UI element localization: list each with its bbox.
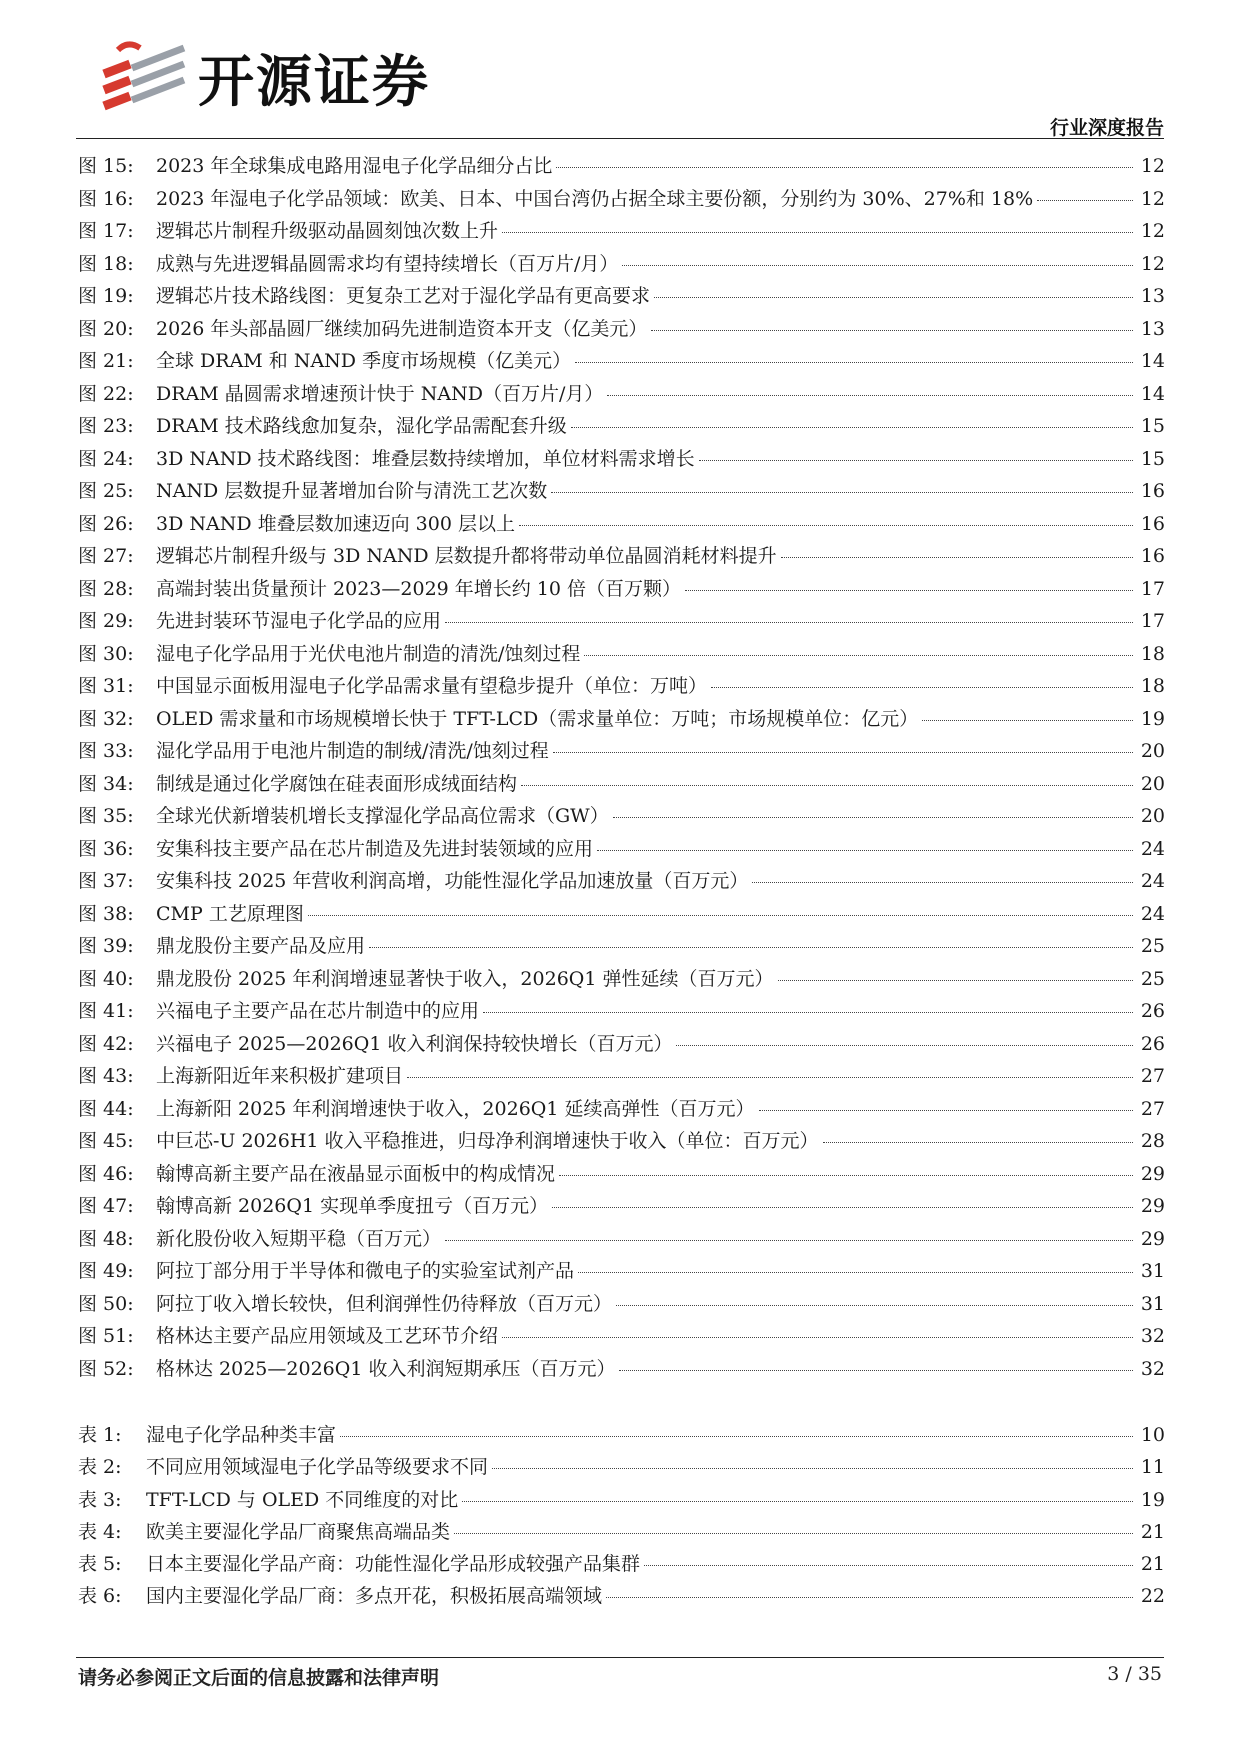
dot-leader: [551, 492, 1133, 493]
entry-number: 图 20:: [78, 317, 134, 340]
figure-toc-entry[interactable]: [78, 574, 1165, 607]
dot-leader: [502, 1337, 1133, 1338]
figure-toc-entry[interactable]: [78, 931, 1165, 964]
figure-toc-entry[interactable]: [78, 411, 1165, 444]
table-toc-entry[interactable]: [78, 1485, 1165, 1517]
entry-number: 图 42:: [78, 1032, 134, 1055]
entry-number: 图 34:: [78, 772, 134, 795]
entry-page-number: 19: [1140, 707, 1165, 730]
dot-leader: [778, 980, 1134, 981]
dot-leader: [308, 915, 1133, 916]
entry-page-number: 25: [1140, 935, 1165, 957]
entry-page-number: 17: [1140, 610, 1165, 632]
entry-title: 兴福电子 2025—2026Q1 收入利润保持较快增长（百万元）: [156, 1032, 673, 1055]
entry-number: 表 6:: [78, 1585, 122, 1608]
entry-page-number: 26: [1140, 1032, 1165, 1055]
entry-title: 2023 年全球集成电路用湿电子化学品细分占比: [156, 155, 553, 177]
entry-page-number: 32: [1140, 1357, 1165, 1380]
entry-title: 鼎龙股份 2025 年利润增速显著快于收入，2026Q1 弹性延续（百万元）: [156, 967, 774, 990]
figure-toc-entry[interactable]: [78, 671, 1165, 704]
entry-number: 图 43:: [78, 1065, 134, 1087]
entry-title: 安集科技主要产品在芯片制造及先进封装领域的应用: [156, 837, 594, 860]
entry-number: 图 39:: [78, 935, 134, 957]
entry-number: 图 17:: [78, 220, 134, 242]
entry-title: DRAM 晶圆需求增速预计快于 NAND（百万片/月）: [156, 382, 604, 405]
dot-leader: [654, 297, 1133, 298]
figure-toc-entry[interactable]: [78, 1256, 1165, 1289]
figure-toc-entry[interactable]: [78, 1094, 1165, 1127]
entry-page-number: 13: [1140, 285, 1165, 307]
figure-toc-entry[interactable]: [78, 996, 1165, 1029]
table-toc-entry[interactable]: [78, 1420, 1165, 1452]
entry-title: 日本主要湿化学品产商：功能性湿化学品形成较强产品集群: [146, 1553, 641, 1576]
dot-leader: [483, 1012, 1133, 1013]
entry-number: 图 31:: [78, 675, 134, 697]
entry-page-number: 14: [1140, 382, 1165, 405]
entry-page-number: 29: [1140, 1227, 1165, 1250]
entry-number: 图 37:: [78, 870, 134, 892]
table-toc-entry[interactable]: [78, 1581, 1165, 1613]
entry-number: 图 26:: [78, 512, 134, 535]
figure-toc-entry[interactable]: [78, 216, 1165, 249]
entry-page-number: 13: [1140, 317, 1165, 340]
entry-number: 图 35:: [78, 805, 134, 827]
entry-title: 2023 年湿电子化学品领域：欧美、日本、中国台湾仍占据全球主要份额，分别约为 30%、27%和 18%: [156, 187, 1034, 210]
dot-leader: [340, 1436, 1133, 1437]
entry-title: 中国显示面板用湿电子化学品需求量有望稳步提升（单位：万吨）: [156, 675, 708, 697]
entry-number: 表 2:: [78, 1456, 122, 1479]
entry-page-number: 27: [1140, 1065, 1165, 1087]
entry-title: 兴福电子主要产品在芯片制造中的应用: [156, 1000, 480, 1022]
dot-leader: [619, 1370, 1133, 1371]
entry-title: 湿电子化学品用于光伏电池片制造的清洗/蚀刻过程: [156, 642, 581, 665]
figure-toc-entry[interactable]: [78, 834, 1165, 867]
figure-toc-entry[interactable]: [78, 249, 1165, 282]
dot-leader: [651, 330, 1133, 331]
entry-number: 图 50:: [78, 1292, 134, 1315]
figure-toc-entry[interactable]: [78, 541, 1165, 574]
entry-number: 表 3:: [78, 1488, 122, 1511]
dot-leader: [616, 1305, 1133, 1306]
entry-page-number: 12: [1140, 187, 1165, 210]
entry-number: 图 21:: [78, 350, 134, 372]
logo-mark-icon: [100, 38, 188, 118]
entry-number: 图 22:: [78, 382, 134, 405]
dot-leader: [502, 232, 1133, 233]
entry-page-number: 14: [1140, 350, 1165, 372]
figure-toc-entry[interactable]: [78, 1191, 1165, 1224]
dot-leader: [676, 1045, 1133, 1046]
entry-number: 图 44:: [78, 1097, 134, 1120]
figure-list: [78, 151, 1165, 1386]
entry-title: 先进封装环节湿电子化学品的应用: [156, 610, 442, 632]
entry-page-number: 12: [1140, 252, 1165, 275]
entry-page-number: 15: [1140, 447, 1165, 470]
figure-toc-entry[interactable]: [78, 801, 1165, 834]
entry-title: 逻辑芯片技术路线图：更复杂工艺对于湿化学品有更高要求: [156, 285, 651, 307]
entry-number: 表 5:: [78, 1553, 122, 1576]
figure-toc-entry[interactable]: [78, 1289, 1165, 1322]
dot-leader: [613, 817, 1133, 818]
table-toc-entry[interactable]: [78, 1549, 1165, 1581]
dot-leader: [607, 395, 1133, 396]
entry-page-number: 29: [1140, 1162, 1165, 1185]
entry-number: 图 45:: [78, 1130, 134, 1152]
entry-title: 逻辑芯片制程升级与 3D NAND 层数提升都将带动单位晶圆消耗材料提升: [156, 545, 777, 567]
figure-toc-entry[interactable]: [78, 314, 1165, 347]
entry-title: 格林达主要产品应用领域及工艺环节介绍: [156, 1325, 499, 1347]
entry-page-number: 31: [1140, 1292, 1165, 1315]
figure-toc-entry[interactable]: [78, 281, 1165, 314]
entry-page-number: 16: [1140, 545, 1165, 567]
figure-toc-entry[interactable]: [78, 769, 1165, 802]
entry-title: 欧美主要湿化学品厂商聚焦高端品类: [146, 1520, 451, 1543]
entry-number: 图 23:: [78, 415, 134, 437]
dot-leader: [462, 1501, 1133, 1502]
header-divider: [76, 138, 1164, 139]
entry-page-number: 16: [1140, 480, 1165, 502]
entry-title: 阿拉丁部分用于半导体和微电子的实验室试剂产品: [156, 1260, 575, 1282]
figure-toc-entry[interactable]: [78, 606, 1165, 639]
figure-toc-entry[interactable]: [78, 1061, 1165, 1094]
entry-title: 3D NAND 堆叠层数加速迈向 300 层以上: [156, 512, 515, 535]
footer-divider: [76, 1657, 1164, 1658]
entry-number: 图 47:: [78, 1195, 134, 1217]
entry-page-number: 20: [1140, 772, 1165, 795]
figure-toc-entry[interactable]: [78, 379, 1165, 412]
entry-page-number: 24: [1140, 837, 1165, 860]
figure-toc-entry[interactable]: [78, 184, 1165, 217]
dot-leader: [575, 362, 1133, 363]
entry-title: 成熟与先进逻辑晶圆需求均有望持续增长（百万片/月）: [156, 252, 619, 275]
entry-title: 安集科技 2025 年营收利润高增，功能性湿化学品加速放量（百万元）: [156, 870, 749, 892]
disclaimer-text: 请务必参阅正文后面的信息披露和法律声明: [78, 1667, 440, 1689]
table-toc-entry[interactable]: [78, 1452, 1165, 1484]
entry-page-number: 20: [1140, 740, 1165, 762]
entry-number: 图 33:: [78, 740, 134, 762]
entry-page-number: 21: [1140, 1520, 1165, 1543]
entry-title: 中巨芯-U 2026H1 收入平稳推进，归母净利润增速快于收入（单位：百万元）: [156, 1130, 819, 1152]
entry-page-number: 18: [1140, 642, 1165, 665]
entry-page-number: 21: [1140, 1553, 1165, 1576]
figure-toc-entry[interactable]: [78, 444, 1165, 477]
entry-page-number: 29: [1140, 1195, 1165, 1217]
dot-leader: [553, 752, 1133, 753]
entry-number: 表 1:: [78, 1424, 122, 1446]
entry-number: 图 38:: [78, 902, 134, 925]
dot-leader: [571, 427, 1133, 428]
entry-page-number: 17: [1140, 577, 1165, 600]
entry-page-number: 19: [1140, 1488, 1165, 1511]
entry-title: 不同应用领域湿电子化学品等级要求不同: [146, 1456, 489, 1479]
entry-number: 图 49:: [78, 1260, 134, 1282]
entry-page-number: 11: [1140, 1456, 1165, 1479]
dot-leader: [922, 720, 1133, 721]
dot-leader: [454, 1533, 1133, 1534]
dot-leader: [578, 1272, 1133, 1273]
entry-page-number: 20: [1140, 805, 1165, 827]
entry-page-number: 31: [1140, 1260, 1165, 1282]
entry-number: 图 48:: [78, 1227, 134, 1250]
figure-toc-entry[interactable]: [78, 736, 1165, 769]
dot-leader: [556, 167, 1133, 168]
report-type-label: 行业深度报告: [1049, 117, 1164, 139]
entry-page-number: 15: [1140, 415, 1165, 437]
entry-page-number: 10: [1140, 1424, 1165, 1446]
dot-leader: [622, 265, 1133, 266]
dot-leader: [407, 1077, 1133, 1078]
entry-title: OLED 需求量和市场规模增长快于 TFT-LCD（需求量单位：万吨；市场规模单位：亿元）: [156, 707, 919, 730]
entry-number: 图 15:: [78, 155, 134, 177]
figure-toc-entry[interactable]: [78, 151, 1165, 184]
entry-page-number: 32: [1140, 1325, 1165, 1347]
figure-toc-entry[interactable]: [78, 346, 1165, 379]
dot-leader: [699, 460, 1133, 461]
dot-leader: [584, 655, 1133, 656]
dot-leader: [492, 1468, 1133, 1469]
entry-title: 3D NAND 技术路线图：堆叠层数持续增加，单位材料需求增长: [156, 447, 695, 470]
entry-page-number: 12: [1140, 220, 1165, 242]
dot-leader: [644, 1565, 1133, 1566]
entry-number: 图 19:: [78, 285, 134, 307]
entry-title: 新化股份收入短期平稳（百万元）: [156, 1227, 442, 1250]
dot-leader: [606, 1597, 1133, 1598]
figure-toc-entry[interactable]: [78, 639, 1165, 672]
entry-number: 图 16:: [78, 187, 134, 210]
page-indicator: 3 / 35: [1107, 1663, 1162, 1685]
dot-leader: [552, 1207, 1133, 1208]
entry-page-number: 27: [1140, 1097, 1165, 1120]
figure-toc-entry[interactable]: [78, 899, 1165, 932]
entry-title: DRAM 技术路线愈加复杂，湿化学品需配套升级: [156, 415, 567, 437]
entry-page-number: 26: [1140, 1000, 1165, 1022]
entry-number: 图 24:: [78, 447, 134, 470]
entry-page-number: 22: [1140, 1585, 1165, 1608]
dot-leader: [559, 1175, 1133, 1176]
figure-toc-entry[interactable]: [78, 1159, 1165, 1192]
entry-title: CMP 工艺原理图: [156, 902, 304, 925]
entry-page-number: 28: [1140, 1130, 1165, 1152]
dot-leader: [752, 882, 1133, 883]
entry-page-number: 18: [1140, 675, 1165, 697]
brand-name: 开源证券: [198, 50, 430, 115]
figure-toc-entry[interactable]: [78, 476, 1165, 509]
entry-number: 图 36:: [78, 837, 134, 860]
table-list: [78, 1420, 1165, 1614]
entry-number: 图 32:: [78, 707, 134, 730]
figure-toc-entry[interactable]: [78, 704, 1165, 737]
dot-leader: [823, 1142, 1133, 1143]
dot-leader: [445, 1240, 1133, 1241]
figure-toc-entry[interactable]: [78, 866, 1165, 899]
dot-leader: [597, 850, 1133, 851]
entry-title: 全球 DRAM 和 NAND 季度市场规模（亿美元）: [156, 350, 572, 372]
entry-title: 高端封装出货量预计 2023—2029 年增长约 10 倍（百万颗）: [156, 577, 682, 600]
entry-title: 格林达 2025—2026Q1 收入利润短期承压（百万元）: [156, 1357, 616, 1380]
entry-page-number: 24: [1140, 870, 1165, 892]
entry-number: 图 30:: [78, 642, 134, 665]
entry-number: 图 51:: [78, 1325, 134, 1347]
entry-page-number: 12: [1140, 155, 1165, 177]
entry-number: 图 40:: [78, 967, 134, 990]
dot-leader: [521, 785, 1133, 786]
figure-toc-entry[interactable]: [78, 1321, 1165, 1354]
dot-leader: [781, 557, 1133, 558]
figure-toc-entry[interactable]: [78, 964, 1165, 997]
entry-number: 图 46:: [78, 1162, 134, 1185]
entry-number: 图 25:: [78, 480, 134, 502]
entry-title: 制绒是通过化学腐蚀在硅表面形成绒面结构: [156, 772, 518, 795]
entry-number: 图 18:: [78, 252, 134, 275]
entry-title: 翰博高新主要产品在液晶显示面板中的构成情况: [156, 1162, 556, 1185]
dot-leader: [1037, 200, 1133, 201]
entry-number: 图 41:: [78, 1000, 134, 1022]
figure-toc-entry[interactable]: [78, 1126, 1165, 1159]
entry-title: NAND 层数提升显著增加台阶与清洗工艺次数: [156, 480, 548, 502]
entry-title: 湿电子化学品种类丰富: [146, 1424, 337, 1446]
entry-title: 逻辑芯片制程升级驱动晶圆刻蚀次数上升: [156, 220, 499, 242]
figure-toc-entry[interactable]: [78, 509, 1165, 542]
entry-title: 国内主要湿化学品厂商：多点开花，积极拓展高端领域: [146, 1585, 603, 1608]
entry-title: 2026 年头部晶圆厂继续加码先进制造资本开支（亿美元）: [156, 317, 648, 340]
dot-leader: [759, 1110, 1134, 1111]
entry-number: 图 52:: [78, 1357, 134, 1380]
entry-page-number: 25: [1140, 967, 1165, 990]
entry-title: 上海新阳近年来积极扩建项目: [156, 1065, 404, 1087]
entry-page-number: 16: [1140, 512, 1165, 535]
figure-toc-entry[interactable]: [78, 1029, 1165, 1062]
dot-leader: [685, 590, 1133, 591]
table-toc-entry[interactable]: [78, 1517, 1165, 1549]
entry-page-number: 24: [1140, 902, 1165, 925]
entry-title: 湿化学品用于电池片制造的制绒/清洗/蚀刻过程: [156, 740, 549, 762]
dot-leader: [369, 947, 1133, 948]
entry-title: 鼎龙股份主要产品及应用: [156, 935, 366, 957]
entry-title: 上海新阳 2025 年利润增速快于收入，2026Q1 延续高弹性（百万元）: [156, 1097, 755, 1120]
entry-title: TFT-LCD 与 OLED 不同维度的对比: [146, 1488, 459, 1511]
dot-leader: [519, 525, 1133, 526]
dot-leader: [711, 687, 1133, 688]
figure-toc-entry[interactable]: [78, 1224, 1165, 1257]
entry-number: 图 29:: [78, 610, 134, 632]
entry-title: 全球光伏新增装机增长支撑湿化学品高位需求（GW）: [156, 805, 609, 827]
figure-toc-entry[interactable]: [78, 1354, 1165, 1387]
entry-number: 表 4:: [78, 1520, 122, 1543]
entry-number: 图 28:: [78, 577, 134, 600]
entry-title: 阿拉丁收入增长较快，但利润弹性仍待释放（百万元）: [156, 1292, 613, 1315]
entry-title: 翰博高新 2026Q1 实现单季度扭亏（百万元）: [156, 1195, 549, 1217]
entry-number: 图 27:: [78, 545, 134, 567]
company-logo: [100, 38, 430, 118]
dot-leader: [445, 622, 1133, 623]
